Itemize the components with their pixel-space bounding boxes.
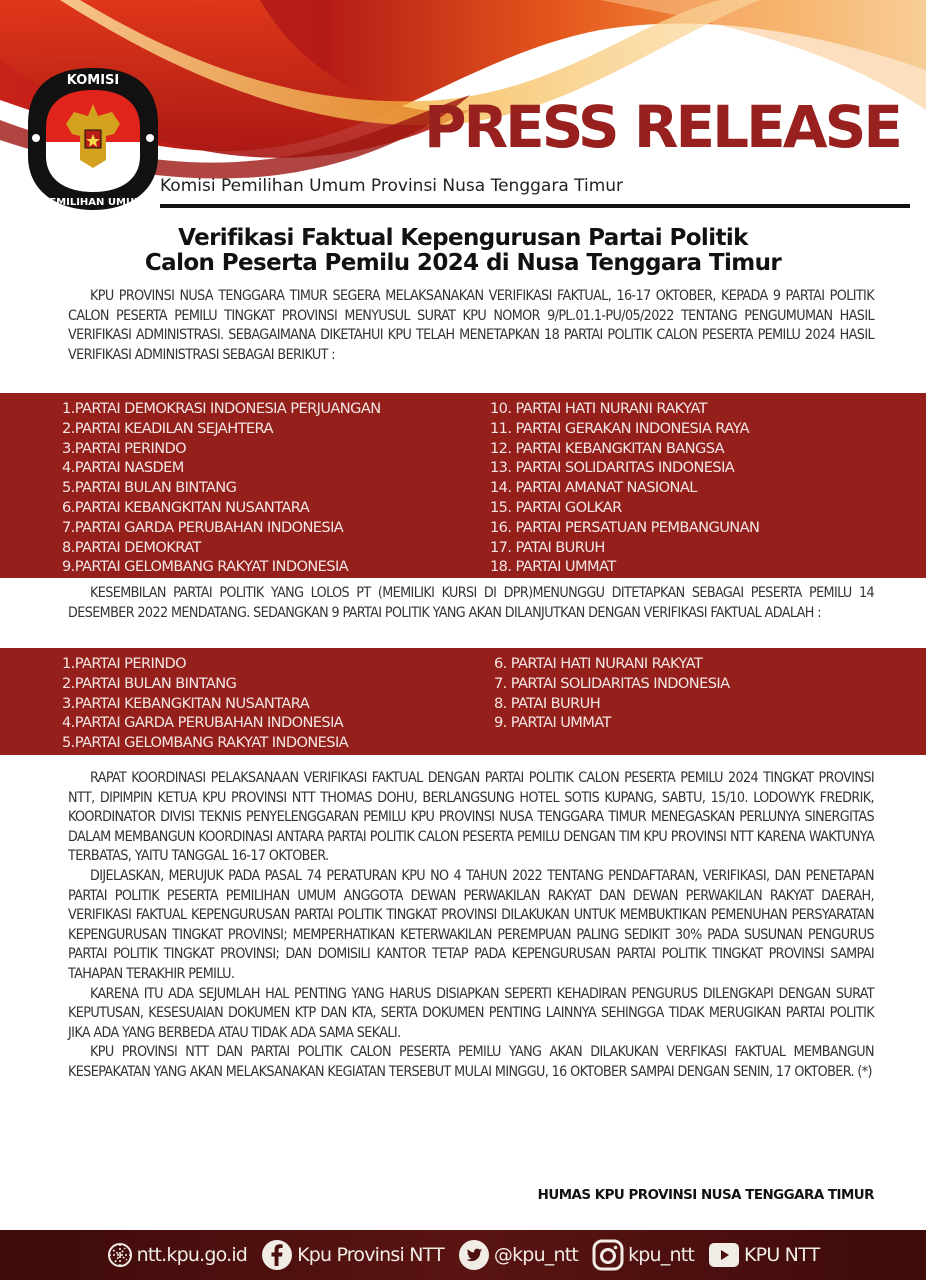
list-item: 5.PARTAI BULAN BINTANG <box>62 479 237 497</box>
list-item: 6. PARTAI HATI NURANI RAKYAT <box>494 655 703 672</box>
list-item: 13. PARTAI SOLIDARITAS INDONESIA <box>490 459 735 477</box>
twitter-icon <box>458 1239 490 1271</box>
list-item: 11. PARTAI GERAKAN INDONESIA RAYA <box>490 419 750 437</box>
organization-name: Komisi Pemilihan Umum Provinsi Nusa Tenggara Timur <box>160 176 624 196</box>
party-list-18 <box>0 393 926 578</box>
body-paragraph: KPU PROVINSI NTT DAN PARTAI POLITIK CALON PESERTA PEMILU YANG AKAN DILAKUKAN VERFIKASI FAKTUAL MEMBANGUN KESEPAKATAN YANG AKAN MELAKSANAKAN KEGIATAN TERSEBUT MULAI MINGGU, 16 OKTOBER SAMPAI DENGAN SENIN, 17 OKTOBER. (*) <box>68 1044 874 1080</box>
list-item: 17. PATAI BURUH <box>490 538 605 556</box>
press-release-title: PRESS RELEASE <box>423 93 900 161</box>
list-item: 1.PARTAI PERINDO <box>62 655 187 672</box>
headline-line-1: Verifikasi Faktual Kepengurusan Partai Politik <box>178 225 748 251</box>
list-item: 4.PARTAI NASDEM <box>62 459 184 477</box>
footer-bar <box>0 1230 926 1280</box>
party-list-9-left <box>62 654 348 753</box>
facebook-icon <box>261 1239 293 1271</box>
body-paragraph: KARENA ITU ADA SEJUMLAH HAL PENTING YANG HARUS DISIAPKAN SEPERTI KEHADIRAN PENGURUS DILENGKAPI DENGAN SURAT KEPUTUSAN, KESESUAIAN DOKUMEN KTP DAN KTA, SERTA DOKUMEN PENTING LAINNYA SEHINGGA TIDAK MERUGIKAN PARTAI POLITIK JIKA ADA YANG BERBEDA ATAU TIDAK ADA SAMA SEKALI. <box>68 985 874 1041</box>
headline-line-2: Calon Peserta Pemilu 2024 di Nusa Tenggara Timur <box>144 250 782 276</box>
party-list-9-right <box>494 654 730 733</box>
list-item: 2.PARTAI KEADILAN SEJAHTERA <box>62 419 273 437</box>
list-item: 10. PARTAI HATI NURANI RAKYAT <box>490 400 707 417</box>
footer-youtube[interactable] <box>708 1241 819 1269</box>
middle-text: KESEMBILAN PARTAI POLITIK YANG LOLOS PT (MEMILIKI KURSI DI DPR)MENUNGGU DITETAPKAN SEBAGAI PESERTA PEMILU 14 DESEMBER 2022 MENDATANG. SEDANGKAN 9 PARTAI POLITIK YANG AKAN DILANJUTKAN DENGAN VERIFIKASI FAKTUAL ADALAH : <box>68 585 874 621</box>
list-item: 7. PARTAI SOLIDARITAS INDONESIA <box>494 674 730 692</box>
intro-paragraph <box>68 287 874 365</box>
body-paragraph: RAPAT KOORDINASI PELAKSANAAN VERIFIKASI FAKTUAL DENGAN PARTAI POLITIK CALON PESERTA PEMILU 2024 TINGKAT PROVINSI NTT, DIPIMPIN KETUA KPU PROVINSI NTT THOMAS DOHU, BERLANGSUNG HOTEL SOTIS KUPANG, SABTU, 15/10. LODOWYK FREDRIK, KOORDINATOR DIVISI TEKNIS PENYELENGGARAN PEMILU KPU PROVINSI NUSA TENGGARA TIMUR MENEGASKAN PERLUNYA SINERGITAS DALAM MEMBANGUN KOORDINASI ANTARA PARTAI POLITIK CALON PESERTA PEMILU DENGAN TIM KPU PROVINSI NTT KARENA WAKTUNYA TERBATAS, YAITU TANGGAL 16-17 OKTOBER. <box>68 770 874 865</box>
footer-facebook-label: Kpu Provinsi NTT <box>297 1244 444 1266</box>
list-item: 8. PATAI BURUH <box>494 694 601 712</box>
footer-facebook[interactable] <box>261 1239 444 1271</box>
list-item: 8.PARTAI DEMOKRAT <box>62 538 201 556</box>
list-item: 7.PARTAI GARDA PERUBAHAN INDONESIA <box>62 518 344 536</box>
footer-youtube-label: KPU NTT <box>744 1244 820 1266</box>
intro-text: KPU PROVINSI NUSA TENGGARA TIMUR SEGERA MELAKSANAKAN VERIFIKASI FAKTUAL, 16-17 OKTOBER, KEPADA 9 PARTAI POLITIK CALON PESERTA PEMILU TINGKAT PROVINSI MENYUSUL SURAT KPU NOMOR 9/PL.01.1-PU/05/2022 TENTANG PENGUMUMAN HASIL VERIFIKASI ADMINISTRASI. SEBAGAIMANA DIKETAHUI KPU TELAH MENETAPKAN 18 PARTAI POLITIK CALON PESERTA PEMILU 2024 HASIL VERIFIKASI ADMINISTRASI SEBAGAI BERIKUT : <box>68 288 874 363</box>
list-item: 12. PARTAI KEBANGKITAN BANGSA <box>490 439 725 457</box>
headline <box>0 226 926 276</box>
footer-instagram[interactable] <box>592 1239 694 1271</box>
instagram-icon <box>592 1239 624 1271</box>
signature: HUMAS KPU PROVINSI NUSA TENGGARA TIMUR <box>537 1188 874 1203</box>
list-item: 6.PARTAI KEBANGKITAN NUSANTARA <box>62 498 310 516</box>
header-divider <box>160 204 910 208</box>
footer-website-label: ntt.kpu.go.id <box>136 1244 248 1266</box>
list-item: 2.PARTAI BULAN BINTANG <box>62 674 237 692</box>
globe-icon <box>107 1242 133 1268</box>
body-paragraphs <box>68 769 874 1083</box>
list-item: 15. PARTAI GOLKAR <box>490 498 622 516</box>
party-list-18-left <box>62 399 381 577</box>
list-item: 4.PARTAI GARDA PERUBAHAN INDONESIA <box>62 714 344 732</box>
list-item: 1.PARTAI DEMOKRASI INDONESIA PERJUANGAN <box>62 400 381 417</box>
logo-text-top: KOMISI <box>66 73 120 88</box>
logo-text-bottom: PEMILIHAN UMUM <box>41 197 145 208</box>
list-item: 16. PARTAI PERSATUAN PEMBANGUNAN <box>490 518 760 536</box>
footer-instagram-label: kpu_ntt <box>628 1244 695 1266</box>
party-list-18-right <box>490 399 759 577</box>
list-item: 9. PARTAI UMMAT <box>494 714 611 732</box>
list-item: 18. PARTAI UMMAT <box>490 558 616 576</box>
party-list-9 <box>0 648 926 755</box>
footer-website[interactable] <box>107 1242 247 1268</box>
footer-twitter-label: @kpu_ntt <box>493 1244 579 1266</box>
middle-paragraph <box>68 584 874 623</box>
footer-twitter[interactable] <box>458 1239 578 1271</box>
kpu-logo <box>24 64 162 214</box>
list-item: 3.PARTAI PERINDO <box>62 439 187 457</box>
list-item: 5.PARTAI GELOMBANG RAKYAT INDONESIA <box>62 734 349 752</box>
body-paragraph: DIJELASKAN, MERUJUK PADA PASAL 74 PERATURAN KPU NO 4 TAHUN 2022 TENTANG PENDAFTARAN, VERIFIKASI, DAN PENETAPAN PARTAI POLITIK PESERTA PEMILIHAN UMUM ANGGOTA DEWAN PERWAKILAN RAKYAT DAN DEWAN PERWAKILAN RAKYAT DAERAH, VERIFIKASI FAKTUAL KEPENGURUSAN PARTAI POLITIK TINGKAT PROVINSI DILAKUKAN UNTUK MEMBUKTIKAN PEMENUHAN PERSYARATAN KEPENGURUSAN TINGKAT PROVINSI; MEMPERHATIKAN KETERWAKILAN PEREMPUAN PALING SEDIKIT 30% PADA SUSUNAN PENGURUS PARTAI POLITIK TINGKAT PROVINSI; DAN DOMISILI KANTOR TETAP PADA KEPENGURUSAN PARTAI POLITIK TINGKAT PROVINSI SAMPAI TAHAPAN TERAKHIR PEMILU. <box>68 867 874 982</box>
list-item: 14. PARTAI AMANAT NASIONAL <box>490 479 697 497</box>
list-item: 3.PARTAI KEBANGKITAN NUSANTARA <box>62 694 310 712</box>
youtube-icon <box>708 1241 740 1269</box>
list-item: 9.PARTAI GELOMBANG RAKYAT INDONESIA <box>62 558 349 576</box>
